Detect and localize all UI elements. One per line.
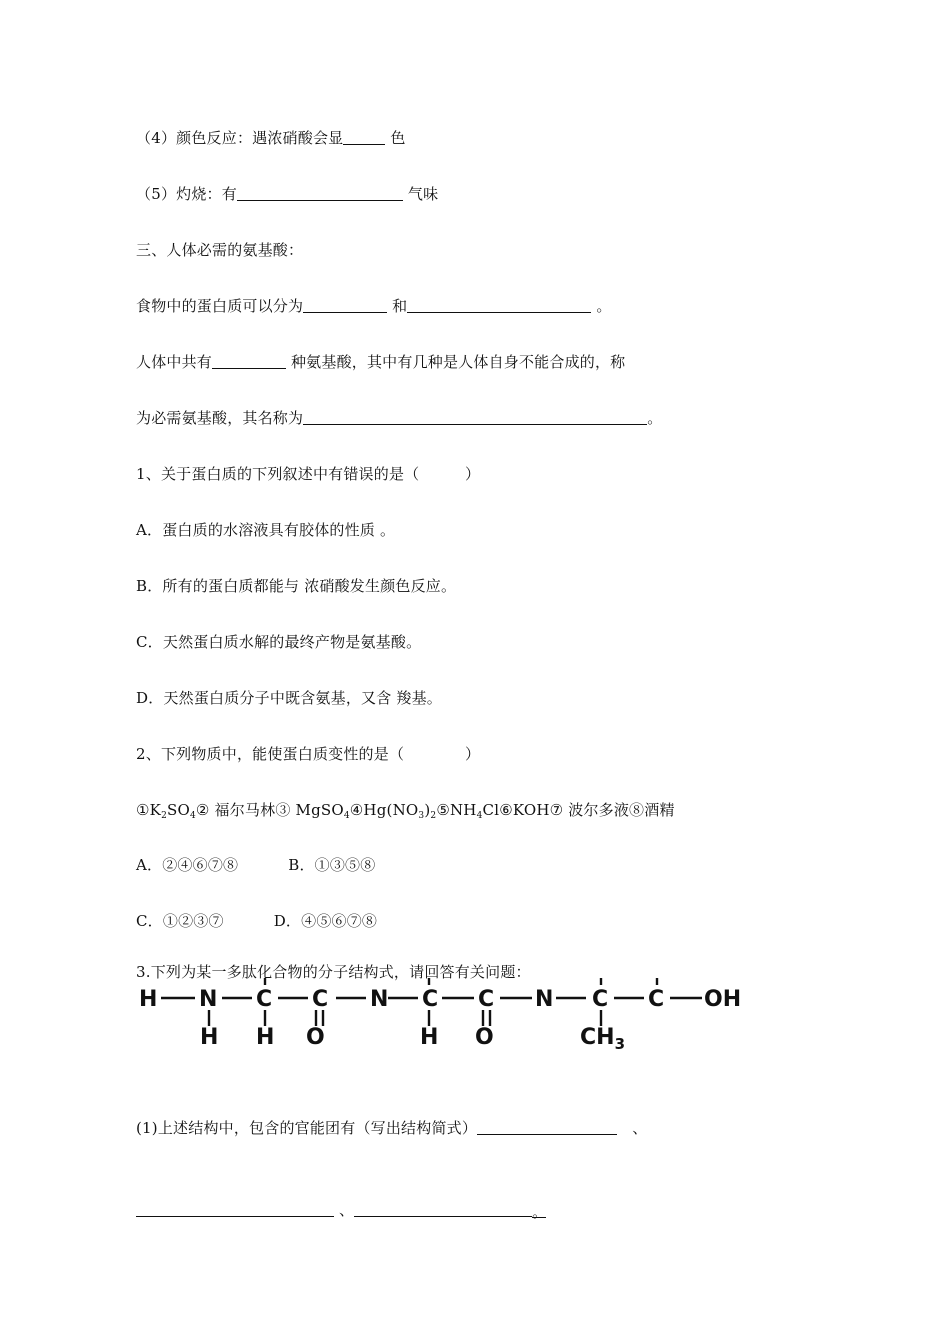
- question-2-option-b: B．①③⑤⑧: [288, 856, 376, 874]
- question-2-option-d: D．④⑤⑥⑦⑧: [273, 912, 378, 930]
- atom: O: [306, 1025, 325, 1050]
- atom: C: [648, 987, 665, 1012]
- atom: N: [535, 987, 554, 1012]
- question-2-option-c: C．①②③⑦: [136, 912, 224, 930]
- answer-blank[interactable]: [237, 185, 403, 201]
- answer-blank[interactable]: [407, 297, 591, 313]
- question-3-stem: 3.下列为某一多肽化合物的分子结构式，请回答有关问题：: [136, 963, 531, 981]
- atom: O: [475, 1025, 494, 1050]
- atom: N: [199, 987, 218, 1012]
- answer-blank[interactable]: [354, 1201, 532, 1217]
- question-2-option-a: A．②④⑥⑦⑧: [136, 856, 239, 874]
- question-1-option-d: D．天然蛋白质分子中既含氨基，又含 羧基。: [136, 689, 442, 707]
- atom: C: [422, 987, 439, 1012]
- atom: $CH_3$: [580, 1025, 625, 1052]
- question-1-option-b: B．所有的蛋白质都能与 浓硝酸发生颜色反应。: [136, 577, 457, 595]
- essential-amino-acid-line: 为必需氨基酸，其名称为 。: [136, 409, 663, 427]
- answer-blank[interactable]: [303, 297, 387, 313]
- section-heading: 三、人体必需的氨基酸：: [136, 241, 304, 259]
- peptide-structure-diagram: [130, 976, 770, 1052]
- atom: H: [200, 1025, 219, 1050]
- question-2-options-ab: [136, 855, 375, 875]
- question-3-sub1-continued: 、 。: [136, 1200, 546, 1220]
- atom: C: [256, 987, 273, 1012]
- answer-blank[interactable]: [303, 409, 647, 425]
- question-1-option-c: C．天然蛋白质水解的最终产物是氨基酸。: [136, 633, 422, 651]
- atom: H: [420, 1025, 439, 1050]
- atom: H: [139, 987, 158, 1012]
- atom: OH: [704, 987, 742, 1012]
- question-1-option-a: A．蛋白质的水溶液具有胶体的性质 。: [136, 521, 396, 539]
- item-color-reaction: （4）颜色反应：遇浓硝酸会显 色: [136, 129, 406, 147]
- answer-blank[interactable]: [136, 1201, 334, 1217]
- answer-blank[interactable]: [212, 353, 286, 369]
- question-2-substances: $①K_2SO_4②$ 福尔马林③ $MgSO_4④Hg(NO_3)_2⑤NH_4Cl⑥KOH⑦$ 波尔多液⑧酒精: [136, 801, 675, 821]
- answer-blank[interactable]: [343, 129, 385, 145]
- question-2-stem: 2、下列物质中，能使蛋白质变性的是（ ）: [136, 745, 481, 763]
- atom: C: [592, 987, 609, 1012]
- atom: H: [256, 1025, 275, 1050]
- amino-acid-count-line: 人体中共有 种氨基酸，其中有几种是人体自身不能合成的，称: [136, 353, 626, 371]
- question-2-options-cd: [136, 911, 377, 931]
- answer-blank[interactable]: [477, 1119, 617, 1135]
- atom: C: [312, 987, 329, 1012]
- item-burning: （5）灼烧：有 气味: [136, 185, 439, 203]
- question-1-stem: 1、关于蛋白质的下列叙述中有错误的是（ ）: [136, 465, 481, 483]
- atom: C: [478, 987, 495, 1012]
- atom: N: [370, 987, 389, 1012]
- protein-classification-line: 食物中的蛋白质可以分为 和 。: [136, 297, 612, 315]
- question-3-sub1: (1)上述结构中，包含的官能团有（写出结构简式） 、: [136, 1119, 648, 1137]
